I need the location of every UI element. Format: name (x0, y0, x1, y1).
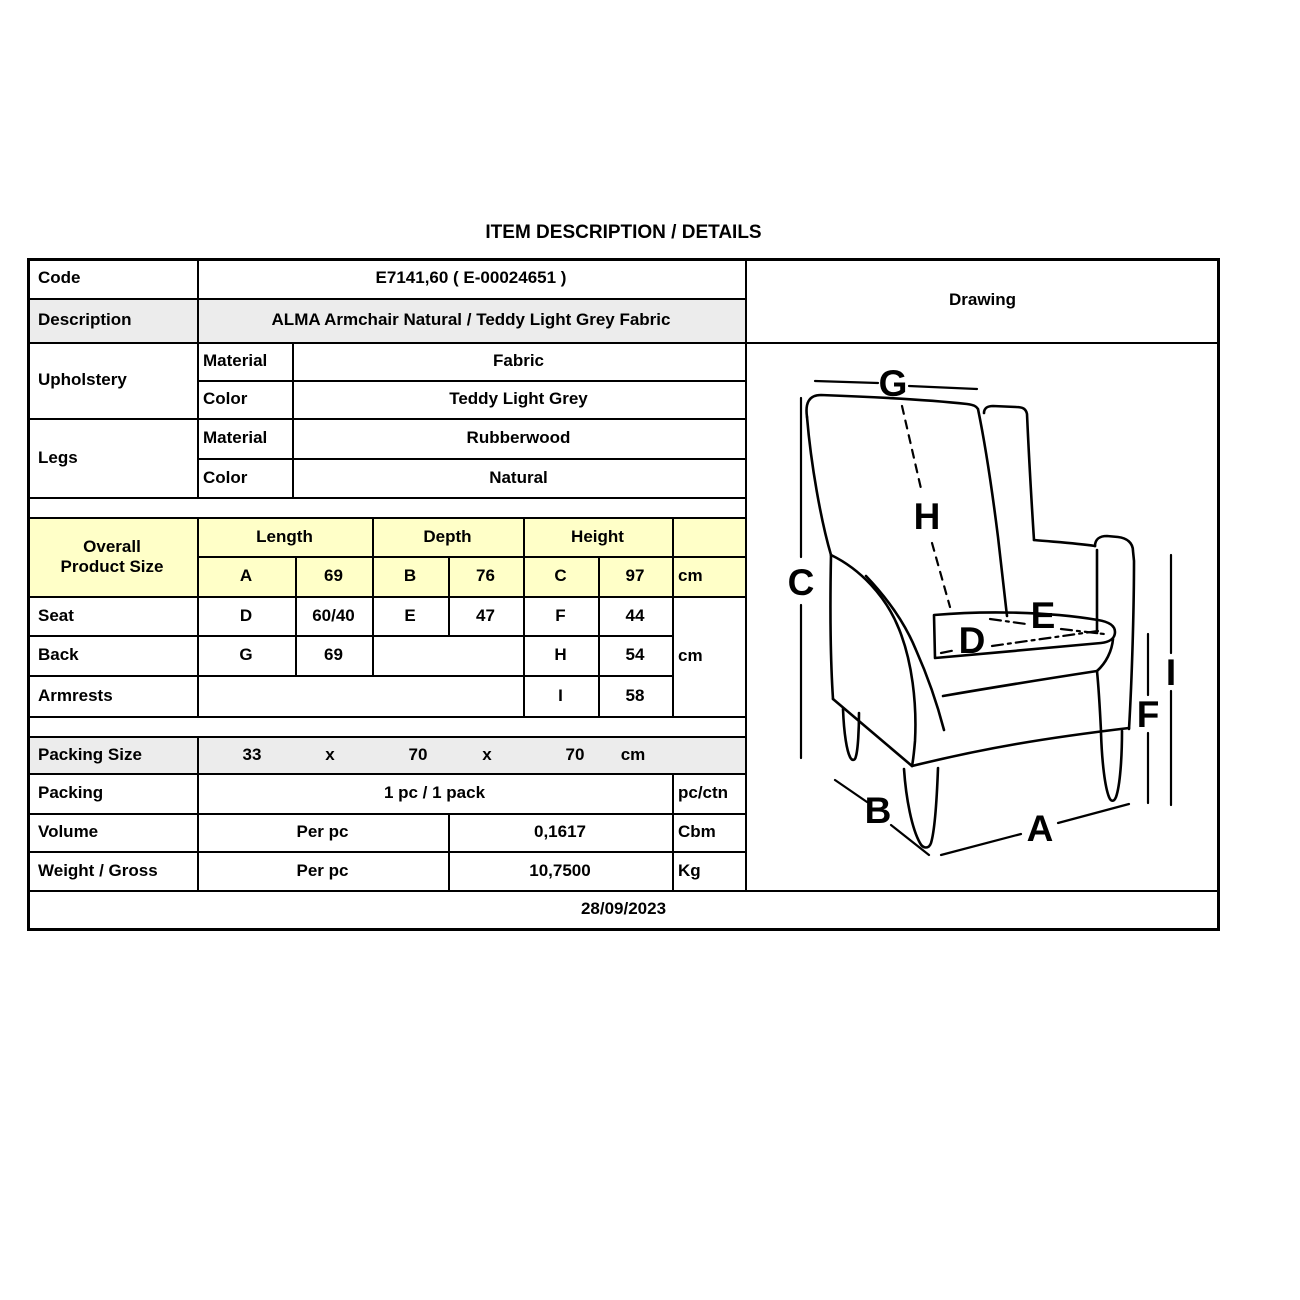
seat-height-value: 44 (625, 605, 645, 625)
right-wing (984, 406, 1034, 540)
armchair-drawing (745, 343, 1220, 890)
packing-size-x2: x (482, 744, 492, 764)
overall-height-value: 97 (625, 566, 645, 586)
dim-label-a: A (1026, 808, 1054, 849)
size-side-unit: cm (678, 646, 703, 666)
back-height-value: 54 (625, 645, 645, 665)
dim-label-h: H (913, 496, 941, 537)
code-value: E7141,60 ( E-00024651 ) (375, 268, 567, 288)
front-left-leg (904, 768, 938, 848)
overall-line2: Product Size (60, 556, 164, 576)
seat-height-key: F (555, 605, 566, 625)
packing-size-d2: 70 (408, 744, 428, 764)
overall-unit: cm (678, 566, 703, 586)
volume-label: Volume (38, 822, 99, 842)
date-value: 28/09/2023 (580, 899, 667, 919)
packing-value: 1 pc / 1 pack (383, 783, 486, 803)
overall-line1: Overall (83, 536, 141, 556)
dim-label-g: G (878, 363, 908, 404)
legs-material-value: Rubberwood (466, 428, 571, 448)
overall-product-size-label (27, 517, 197, 596)
back-label: Back (38, 645, 79, 665)
packing-unit: pc/ctn (678, 783, 729, 803)
description-value: ALMA Armchair Natural / Teddy Light Grey Fabric (271, 310, 671, 330)
table-border-bottom (27, 928, 1220, 931)
overall-height-key: C (554, 566, 567, 586)
seat-depth-value: 47 (476, 605, 495, 625)
front-right-leg (1101, 731, 1122, 801)
dim-label-f: F (1136, 694, 1160, 735)
armrests-label: Armrests (38, 685, 113, 705)
left-arm-inner (866, 576, 944, 730)
volume-unit: Cbm (678, 822, 716, 842)
packing-size-label: Packing Size (38, 744, 142, 764)
seat-label: Seat (38, 605, 74, 625)
back-length-value: 69 (324, 645, 343, 665)
dim-label-b: B (864, 790, 892, 831)
packing-size-d3: 70 (565, 744, 585, 764)
cushion-front-band (943, 671, 1097, 696)
length-header: Length (256, 526, 313, 546)
dim-label-i: I (1165, 652, 1177, 693)
upholstery-material-label: Material (203, 351, 268, 371)
backrest-left-edge (807, 417, 831, 555)
depth-header: Depth (423, 526, 472, 546)
left-side-edge (830, 555, 833, 699)
base-right-edge (1097, 671, 1101, 731)
dim-label-d: D (958, 620, 986, 661)
back-left-leg (843, 709, 859, 760)
overall-depth-value: 76 (476, 566, 495, 586)
dim-label-c: C (787, 562, 815, 603)
weight-value: 10,7500 (529, 860, 591, 880)
overall-length-key: A (239, 566, 253, 586)
seat-length-value: 60/40 (312, 605, 355, 625)
weight-label: Weight / Gross (38, 860, 158, 880)
upholstery-color-label: Color (203, 389, 248, 409)
base-front-bottom-edge (912, 728, 1129, 766)
volume-per-pc: Per pc (296, 822, 349, 842)
wing-arm-connector (1034, 540, 1095, 546)
description-label: Description (38, 310, 132, 330)
packing-size-unit: cm (620, 744, 646, 764)
weight-per-pc: Per pc (296, 860, 349, 880)
upholstery-material-value: Fabric (492, 351, 545, 371)
grid-line (27, 497, 745, 499)
overall-length-value: 69 (324, 566, 343, 586)
back-length-key: G (239, 645, 253, 665)
armrests-height-key: I (558, 685, 563, 705)
dim-label-e: E (1030, 595, 1056, 636)
overall-depth-key: B (403, 566, 417, 586)
legs-material-label: Material (203, 428, 268, 448)
height-header: Height (571, 526, 624, 546)
code-label: Code (38, 268, 81, 288)
page-title: ITEM DESCRIPTION / DETAILS (485, 222, 762, 243)
legs-label: Legs (38, 447, 78, 467)
packing-label: Packing (38, 783, 104, 803)
back-height-key: H (554, 645, 567, 665)
seat-length-key: D (239, 605, 253, 625)
upholstery-label: Upholstery (38, 370, 127, 390)
grid-line (27, 716, 745, 718)
weight-unit: Kg (678, 860, 701, 880)
legs-color-label: Color (203, 467, 248, 487)
legs-color-value: Natural (489, 467, 548, 487)
volume-value: 0,1617 (534, 822, 586, 842)
armrests-height-value: 58 (625, 685, 645, 705)
drawing-header: Drawing (948, 290, 1017, 310)
seat-depth-key: E (404, 605, 416, 625)
packing-size-x1: x (325, 744, 335, 764)
upholstery-color-value: Teddy Light Grey (449, 389, 588, 409)
packing-size-d1: 33 (242, 744, 262, 764)
